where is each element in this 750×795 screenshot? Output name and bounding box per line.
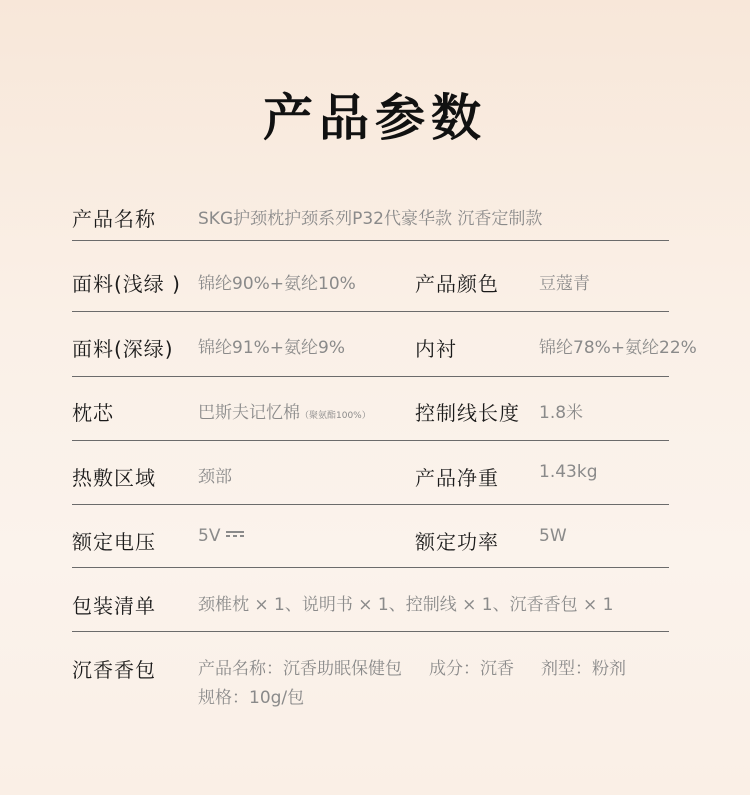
param-value-product-name: SKG护颈枕护颈系列P32代豪华款 沉香定制款 — [198, 209, 543, 229]
divider — [72, 240, 669, 241]
param-label-lining: 内衬 — [415, 337, 457, 361]
param-value-heat-area: 颈部 — [198, 467, 232, 487]
param-value-agarwood-spec: 规格：10g/包 — [198, 688, 305, 708]
page-title: 产品参数 — [263, 89, 487, 147]
divider — [72, 440, 669, 441]
divider — [72, 567, 669, 568]
param-value-voltage — [198, 526, 244, 546]
param-value-fabric-dark: 锦纶91%+氨纶9% — [198, 338, 345, 358]
param-label-voltage: 额定电压 — [72, 530, 156, 554]
param-label-package: 包装清单 — [72, 594, 156, 618]
param-label-fabric-light: 面料(浅绿 ) — [72, 272, 181, 296]
param-value-core-note: （聚氨酯100%） — [300, 411, 371, 421]
divider — [72, 504, 669, 505]
param-value-package: 颈椎枕 × 1、说明书 × 1、控制线 × 1、沉香香包 × 1 — [198, 595, 614, 615]
param-label-heat-area: 热敷区域 — [72, 466, 156, 490]
divider — [72, 631, 669, 632]
divider — [72, 376, 669, 377]
param-label-agarwood-sachet: 沉香香包 — [72, 658, 156, 682]
param-value-net-weight: 1.43kg — [539, 462, 598, 482]
param-value-agarwood-sachet: 产品名称：沉香助眠保健包 成分：沉香 剂型：粉剂 — [198, 659, 627, 679]
param-value-cable-length: 1.8米 — [539, 403, 584, 423]
param-value-color: 豆蔻青 — [539, 274, 590, 294]
param-label-net-weight: 产品净重 — [415, 466, 499, 490]
param-value-power: 5W — [539, 526, 567, 546]
param-value-core — [198, 398, 371, 423]
param-label-fabric-dark: 面料(深绿) — [72, 337, 174, 361]
param-label-cable-length: 控制线长度 — [415, 401, 520, 425]
param-label-product-name: 产品名称 — [72, 207, 156, 231]
param-value-lining: 锦纶78%+氨纶22% — [539, 338, 697, 358]
param-value-core-main: 巴斯夫记忆棉 — [198, 403, 300, 423]
dc-symbol-icon — [226, 530, 244, 538]
param-label-color: 产品颜色 — [415, 272, 499, 296]
param-value-voltage-text: 5V — [198, 526, 221, 546]
param-value-fabric-light: 锦纶90%+氨纶10% — [198, 274, 356, 294]
param-label-power: 额定功率 — [415, 530, 499, 554]
param-label-core: 枕芯 — [72, 401, 114, 425]
divider — [72, 311, 669, 312]
